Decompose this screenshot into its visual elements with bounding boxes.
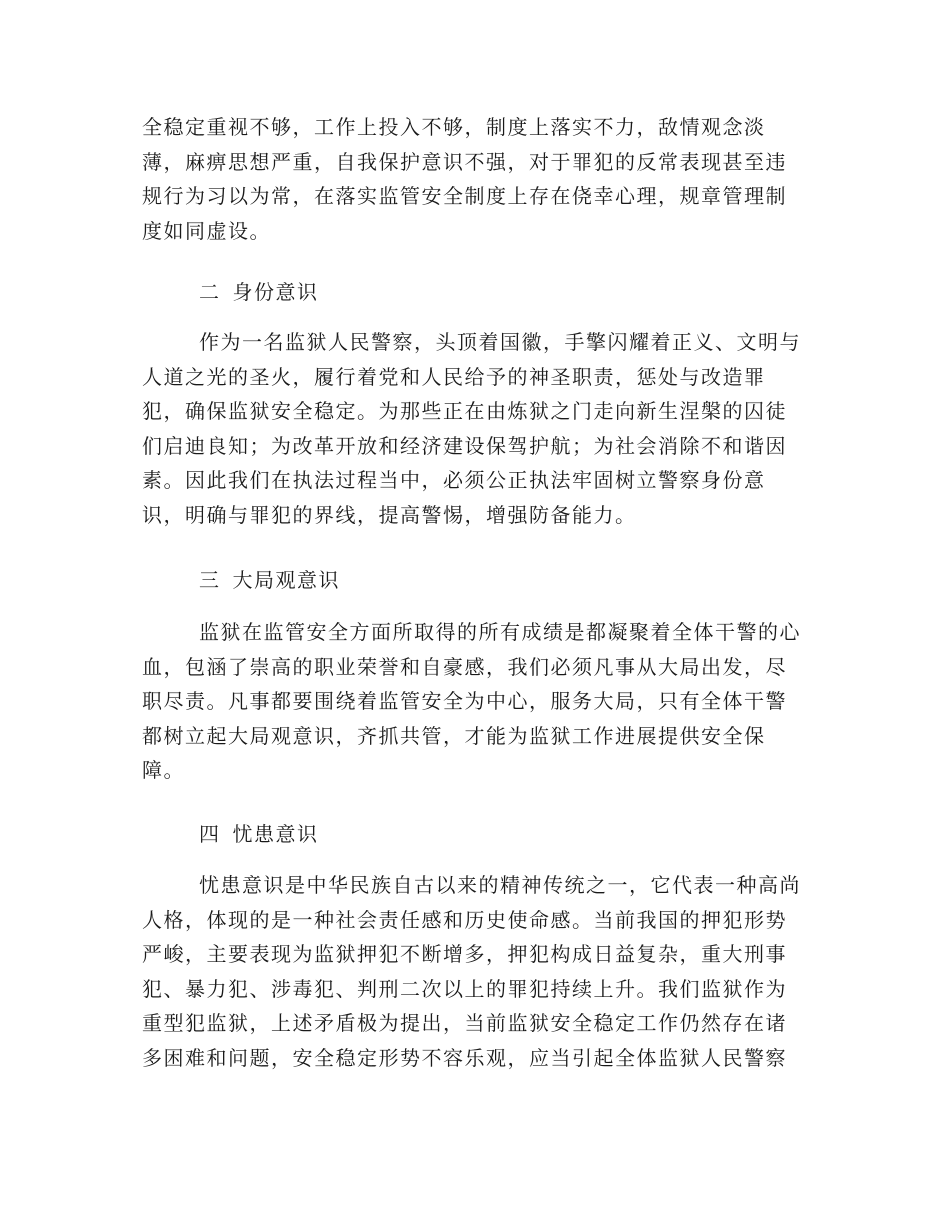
section-title: 忧患意识	[232, 822, 319, 846]
paragraph-line: 规行为习以为常，在落实监管安全制度上存在侥幸心理，规章管理制	[142, 184, 787, 208]
paragraph-3	[142, 615, 812, 788]
paragraph-line: 人格，体现的是一种社会责任感和历史使命感。当前我国的押犯形势	[142, 907, 787, 932]
paragraph-line: 度如同虚设。	[142, 218, 271, 243]
paragraph-line: 监狱在监管安全方面所取得的所有成绩是都凝聚着全体干警的心	[199, 620, 801, 644]
section-title: 大局观意识	[232, 568, 340, 592]
paragraph-4	[142, 868, 812, 1075]
paragraph-2	[142, 325, 812, 532]
paragraph-line: 人道之光的圣火，履行着党和人民给予的神圣职责，惩处与改造罪	[142, 364, 766, 389]
paragraph-line: 们启迪良知；为改革开放和经济建设保驾护航；为社会消除不和谐因	[142, 433, 787, 458]
paragraph-line: 重型犯监狱，上述矛盾极为提出，当前监狱安全稳定工作仍然存在诸	[142, 1011, 787, 1035]
section-number: 二	[199, 280, 221, 304]
paragraph-line: 全稳定重视不够，工作上投入不够，制度上落实不力，敌情观念淡	[142, 115, 766, 139]
paragraph-line: 忧患意识是中华民族自古以来的精神传统之一，它代表一种高尚	[199, 873, 801, 897]
paragraph-line: 严峻，主要表现为监狱押犯不断增多，押犯构成日益复杂，重大刑事	[142, 942, 787, 966]
paragraph-line: 薄，麻痹思想严重，自我保护意识不强，对于罪犯的反常表现甚至违	[142, 149, 787, 174]
paragraph-line: 都树立起大局观意识，齐抓共管，才能为监狱工作进展提供安全保	[142, 723, 766, 748]
paragraph-line: 犯、暴力犯、涉毒犯、判刑二次以上的罪犯持续上升。我们监狱作为	[142, 976, 787, 1001]
paragraph-line: 识，明确与罪犯的界线，提高警惕，增强防备能力。	[142, 502, 637, 527]
section-heading-4	[199, 817, 319, 852]
paragraph-line: 犯，确保监狱安全稳定。为那些正在由炼狱之门走向新生涅槃的囚徒	[142, 399, 787, 423]
section-title: 身份意识	[232, 280, 319, 304]
section-number: 四	[199, 822, 221, 846]
paragraph-line: 素。因此我们在执法过程当中，必须公正执法牢固树立警察身份意	[142, 468, 766, 492]
paragraph-line: 多困难和问题，安全稳定形势不容乐观，应当引起全体监狱人民警察	[142, 1045, 787, 1070]
paragraph-line: 职尽责。凡事都要围绕着监管安全为中心，服务大局，只有全体干警	[142, 689, 787, 713]
section-heading-2	[199, 275, 319, 310]
section-heading-3	[199, 563, 340, 598]
section-number: 三	[199, 568, 221, 592]
paragraph-1	[142, 110, 812, 248]
paragraph-line: 障。	[142, 758, 185, 782]
paragraph-line: 血，包涵了崇高的职业荣誉和自豪感，我们必须凡事从大局出发，尽	[142, 654, 787, 679]
paragraph-line: 作为一名监狱人民警察，头顶着国徽，手擎闪耀着正义、文明与	[199, 330, 801, 354]
